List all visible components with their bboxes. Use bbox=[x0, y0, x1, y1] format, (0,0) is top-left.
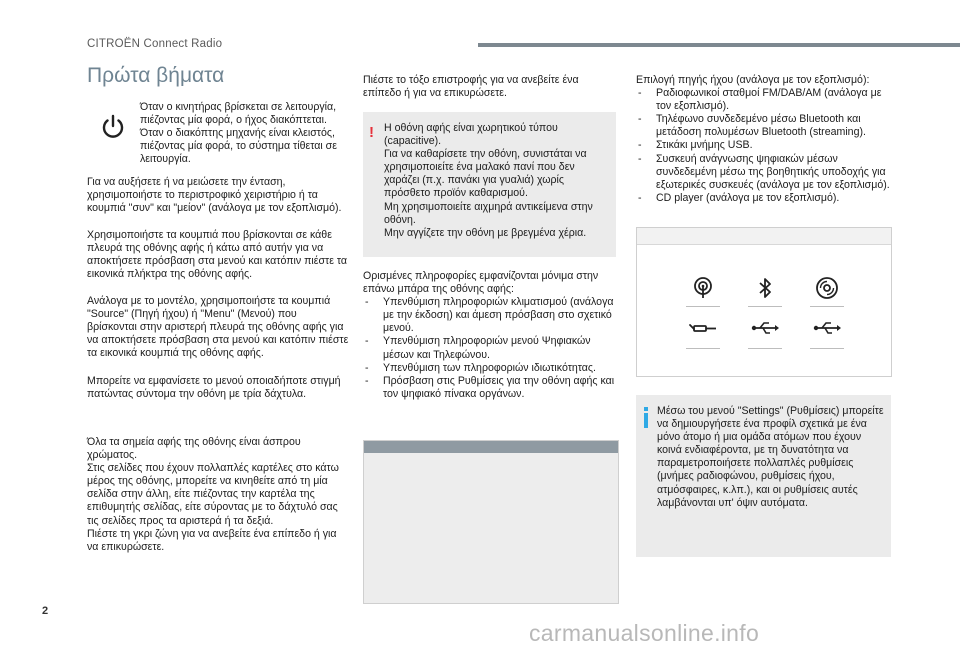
list-item: - CD player (ανάλογα με τον εξοπλισμό). bbox=[636, 192, 892, 205]
warning-box bbox=[363, 112, 616, 257]
document-brand-header: CITROËN Connect Radio bbox=[87, 38, 223, 50]
power-intro-text: Όταν ο κινητήρας βρίσκεται σε λειτουργία, πιέζοντας μία φορά, ο ήχος διακόπτεται. Όταν ο διακόπτης μηχανής είναι κλειστός, πιέζοντας μία φορά, το σύστημα τίθεται σε λειτουργία. bbox=[140, 101, 337, 166]
usb-icon-2 bbox=[807, 320, 847, 348]
page-number: 2 bbox=[42, 605, 49, 617]
icon-underline bbox=[748, 306, 782, 307]
source-menu-paragraph: Ανάλογα με το μοντέλο, χρησιμοποιήστε τα κουμπιά "Source" (Πηγή ήχου) ή "Menu" (Μενού) που βρίσκονται στην αριστερή πλευρά της οθόνης αφής για να αποκτήσετε πρόσβαση στα μενού και κατόπιν πιέστε τα εικονικά κουμπιά της οθόνης αφής. bbox=[87, 295, 349, 360]
return-arc-paragraph: Πιέστε το τόξο επιστροφής για να ανεβείτε ένα επίπεδο ή για να επικυρώσετε. bbox=[363, 74, 579, 100]
radio-icon bbox=[683, 276, 723, 304]
header-rule bbox=[478, 43, 960, 47]
icon-underline bbox=[686, 306, 720, 307]
top-bar-list bbox=[363, 296, 619, 401]
list-item: - Στικάκι μνήμης USB. bbox=[636, 139, 892, 152]
volume-paragraph: Για να αυξήσετε ή να μειώσετε την ένταση, χρησιμοποιήστε το περιστροφικό χειριστήριο ή τα κουμπιά "συν" και "μείον" (ανάλογα με τον εξοπλισμό). bbox=[87, 176, 342, 215]
tabs-line: Στις σελίδες που έχουν πολλαπλές καρτέλες στο κάτω μέρος της οθόνης, μπορείτε να κινηθείτε από τη μία σελίδα στην άλλη, είτε πιέζοντας την καρτέλα της επιθυμητής σελίδας, είτε σύροντας με το δάχτυλό σας τις σελίδες προς τα αριστερά ή τα δεξιά. bbox=[87, 462, 339, 527]
warning-text bbox=[384, 122, 612, 240]
list-item: - Τηλέφωνο συνδεδεμένο μέσω Bluetooth και μετάδοση πολυμέσων Bluetooth (streaming). bbox=[636, 113, 892, 139]
bluetooth-icon bbox=[745, 276, 785, 304]
list-item: - Συσκευή ανάγνωσης ψηφιακών μέσων συνδεδεμένη μέσω της βοηθητικής υποδοχής για εξωτερικές συσκευές (ανάλογα με τον εξοπλισμό). bbox=[636, 153, 892, 192]
power-button-icon bbox=[98, 112, 128, 142]
list-item: - Υπενθύμιση πληροφοριών κλιματισμού (ανάλογα με την έκδοση) και άμεση πρόσβαση στο σχετικό μενού. bbox=[363, 296, 619, 335]
audio-source-intro: Επιλογή πηγής ήχου (ανάλογα με τον εξοπλισμό): bbox=[636, 74, 870, 86]
menu-buttons-paragraph: Χρησιμοποιήστε τα κουμπιά που βρίσκονται σε κάθε πλευρά της οθόνης αφής ή κάτω από αυτήν για να αποκτήσετε πρόσβαση στα μενού και κατόπιν πιέστε τα εικονικά πλήκτρα της οθόνης αφής. bbox=[87, 229, 348, 281]
audio-source-info bbox=[636, 74, 892, 205]
list-item: - Ραδιοφωνικοί σταθμοί FM/DAB/AM (ανάλογα με τον εξοπλισμό). bbox=[636, 87, 892, 113]
warning-line: Μην αγγίζετε την οθόνη με βρεγμένα χέρια. bbox=[384, 226, 587, 239]
top-bar-info bbox=[363, 270, 619, 401]
screen-illustration-placeholder bbox=[363, 440, 619, 604]
warning-exclamation-icon: ! bbox=[369, 124, 374, 141]
warning-line: Για να καθαρίσετε την οθόνη, συνιστάται να χρησιμοποιείτε ένα μαλακό πανί που δεν χαράζει (π.χ. πανάκι για γυαλιά) χωρίς πρόσθετο προϊόν καθαρισμού. bbox=[384, 148, 587, 200]
list-item: - Πρόσβαση στις Ρυθμίσεις για την οθόνη αφής και τον ψηφιακό πίνακα οργάνων. bbox=[363, 375, 619, 401]
warning-line: Μη χρησιμοποιείτε αιχμηρά αντικείμενα στην οθόνη. bbox=[384, 200, 593, 226]
source-screen-illustration bbox=[636, 227, 892, 377]
cd-icon bbox=[807, 276, 847, 304]
list-item: - Υπενθύμιση πληροφοριών μενού Ψηφιακών μέσων και Τηλεφώνου. bbox=[363, 335, 619, 361]
illustration-top-bar bbox=[364, 441, 618, 453]
three-finger-paragraph: Μπορείτε να εμφανίσετε το μενού οποιαδήποτε στιγμή πατώντας σύντομα την οθόνη με τρία δάχτυλα. bbox=[87, 375, 341, 401]
icon-underline bbox=[810, 306, 844, 307]
icon-underline bbox=[810, 348, 844, 349]
info-text: Μέσω του μενού "Settings" (Ρυθμίσεις) μπορείτε να δημιουργήσετε ένα προφίλ σχετικά με ένα μόνο άτομο ή μια ομάδα ατόμων που έχουν κοινά ενδιαφέροντα, με τη δυνατότητα να παραμετροποιήσετε πολλαπλές ρυθμίσεις (μνήμες ραδιοφώνου, ρυθμίσεις ήχου, ατμόσφαιρες, κ.λπ.), και οι ρυθμίσεις αυτές λαμβάνονται υπ' όψιν αυτόματα. bbox=[657, 405, 884, 509]
page-title: Πρώτα βήματα bbox=[87, 64, 225, 87]
usb-icon bbox=[745, 320, 785, 348]
top-bar-intro: Ορισμένες πληροφορίες εμφανίζονται μόνιμα στην επάνω μπάρα της οθόνης αφής: bbox=[363, 270, 599, 296]
icon-underline bbox=[686, 348, 720, 349]
touch-points-line: Όλα τα σημεία αφής της οθόνης είναι άσπρου χρώματος. bbox=[87, 436, 301, 462]
screen-header-bar bbox=[637, 228, 891, 245]
info-icon bbox=[643, 407, 649, 428]
audio-source-list bbox=[636, 87, 892, 205]
grey-zone-line: Πιέστε τη γκρι ζώνη για να ανεβείτε ένα επίπεδο ή για να επικυρώσετε. bbox=[87, 527, 337, 553]
aux-jack-icon bbox=[683, 320, 723, 348]
warning-line: Η οθόνη αφής είναι χωρητικού τύπου (capacitive). bbox=[384, 122, 558, 148]
icon-underline bbox=[748, 348, 782, 349]
watermark: carmanualsonline.info bbox=[529, 620, 760, 646]
info-box bbox=[636, 395, 891, 557]
touch-points-paragraph bbox=[87, 436, 349, 554]
list-item: - Υπενθύμιση των πληροφοριών ιδιωτικότητας. bbox=[363, 362, 619, 375]
